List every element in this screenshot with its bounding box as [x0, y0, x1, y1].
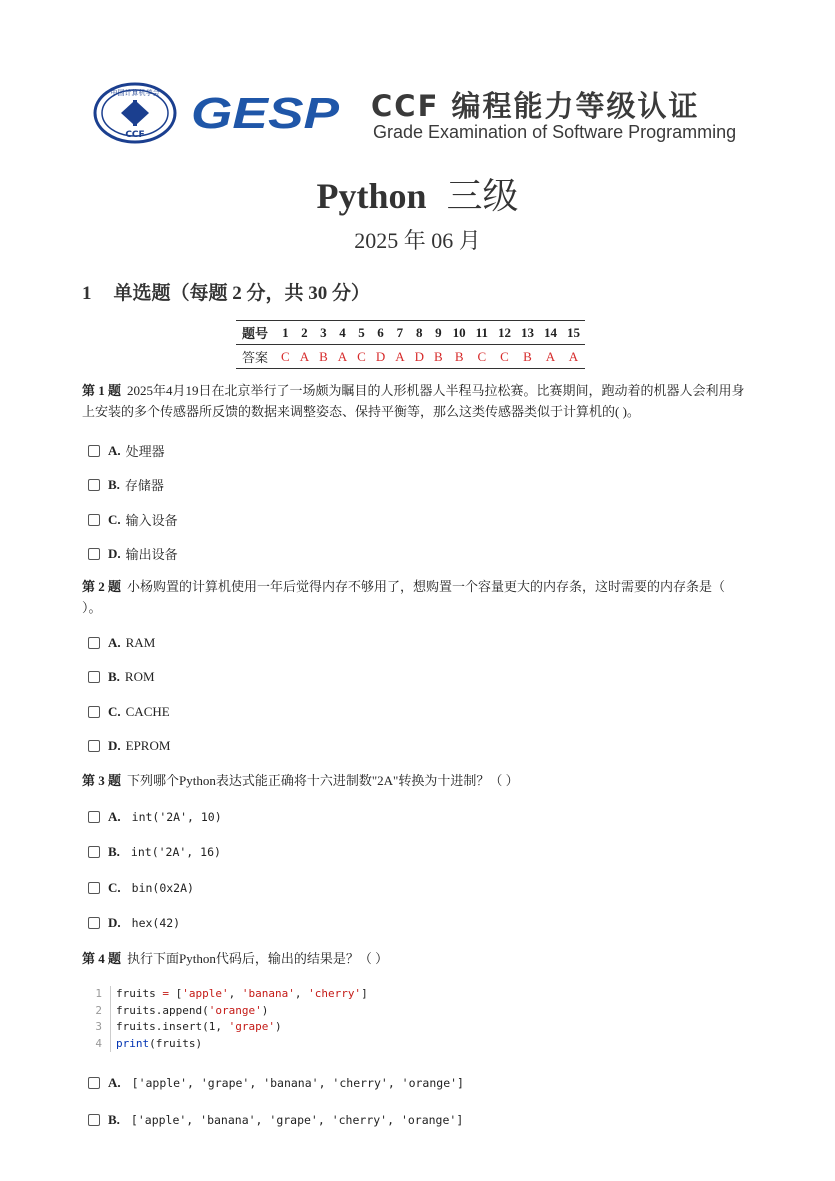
option-label: D.	[108, 738, 121, 753]
option-text: 输出设备	[125, 547, 178, 562]
option-code: bin(0x2A)	[131, 881, 194, 895]
q3-option-b[interactable]	[88, 844, 221, 860]
code-block	[92, 986, 368, 1052]
checkbox[interactable]	[88, 479, 100, 491]
answer-cell: B	[448, 345, 471, 369]
checkbox[interactable]	[88, 514, 100, 526]
option-label: C.	[108, 511, 121, 527]
row-header-label: 题号	[236, 321, 276, 345]
option-code: int('2A', 16)	[130, 845, 221, 859]
option-text: EPROM	[125, 738, 171, 753]
line-number: 4	[92, 1036, 111, 1053]
option-label: A.	[108, 635, 121, 650]
option-label: B.	[108, 476, 120, 492]
question-number-label: 第 4 题	[82, 951, 122, 966]
option-text: 处理器	[125, 444, 165, 459]
option-code: ['apple', 'banana', 'grape', 'cherry', 'orange']	[130, 1113, 464, 1127]
question-number: 15	[562, 321, 585, 345]
q1-option-b[interactable]	[88, 475, 164, 494]
brand-chinese: CCF 编程能力等级认证	[371, 89, 700, 123]
title-language: Python	[316, 176, 427, 216]
question-4	[82, 948, 747, 969]
option-label: A.	[108, 1075, 121, 1090]
answer-cell: C	[352, 345, 371, 369]
seal-text: 中国计算机学会	[110, 89, 160, 97]
question-number-label: 第 1 题	[82, 383, 122, 398]
question-number: 8	[410, 321, 429, 345]
option-code: int('2A', 10)	[131, 810, 222, 824]
answer-table-header-row	[236, 321, 585, 345]
line-number: 2	[92, 1003, 111, 1020]
gesp-logo	[191, 86, 341, 138]
code-line	[92, 986, 368, 1003]
line-number: 3	[92, 1019, 111, 1036]
section-heading	[82, 278, 370, 305]
code-text: fruits.insert(1, 'grape')	[116, 1020, 282, 1033]
option-label: A.	[108, 442, 121, 458]
question-number: 6	[371, 321, 390, 345]
page-title	[0, 168, 835, 219]
checkbox[interactable]	[88, 706, 100, 718]
exam-date: 2025 年 06 月	[354, 228, 481, 253]
q1-option-c[interactable]	[88, 510, 178, 529]
answer-cell: C	[493, 345, 516, 369]
question-number-label: 第 3 题	[82, 773, 122, 788]
question-text: 小杨购置的计算机使用一年后觉得内存不够用了，想购置一个容量更大的内存条，这时需要的内存条是（ ）。	[82, 579, 726, 615]
option-code: ['apple', 'grape', 'banana', 'cherry', 'orange']	[131, 1076, 464, 1090]
answer-cell: D	[410, 345, 429, 369]
option-text: RAM	[125, 635, 156, 650]
q3-option-a[interactable]	[88, 809, 222, 825]
row-answer-label: 答案	[236, 345, 276, 369]
q2-option-d[interactable]	[88, 738, 170, 754]
question-number: 10	[448, 321, 471, 345]
question-number: 4	[333, 321, 352, 345]
option-label: D.	[108, 545, 121, 561]
question-number: 9	[429, 321, 448, 345]
question-number: 14	[539, 321, 562, 345]
code-line	[92, 1019, 368, 1036]
q4-option-a[interactable]	[88, 1075, 464, 1091]
q2-option-c[interactable]	[88, 704, 170, 720]
q2-option-b[interactable]	[88, 669, 155, 685]
brand-english: Grade Examination of Software Programming	[373, 122, 737, 142]
seal-abbr: CCF	[125, 130, 145, 140]
code-text: fruits = ['apple', 'banana', 'cherry']	[116, 987, 368, 1000]
q3-option-d[interactable]	[88, 915, 180, 931]
code-text: print(fruits)	[116, 1036, 203, 1050]
checkbox[interactable]	[88, 548, 100, 560]
gesp-logo-text: GESP	[191, 89, 340, 138]
question-number: 7	[390, 321, 409, 345]
question-number: 3	[314, 321, 333, 345]
answer-cell: C	[471, 345, 493, 369]
question-number: 13	[516, 321, 539, 345]
question-3	[82, 770, 747, 791]
question-number: 12	[493, 321, 516, 345]
question-number-label: 第 2 题	[82, 579, 122, 594]
section-label: 单选题（每题 2 分，共 30 分）	[113, 283, 371, 304]
option-label: B.	[108, 1112, 120, 1127]
option-label: C.	[108, 704, 121, 719]
answer-cell: D	[371, 345, 390, 369]
answer-table	[236, 320, 585, 369]
q4-option-b[interactable]	[88, 1112, 463, 1128]
checkbox[interactable]	[88, 917, 100, 929]
answer-cell: A	[333, 345, 352, 369]
q3-option-c[interactable]	[88, 880, 194, 896]
q1-option-a[interactable]	[88, 441, 165, 460]
answer-cell: A	[539, 345, 562, 369]
checkbox[interactable]	[88, 637, 100, 649]
code-line	[92, 1036, 368, 1053]
checkbox[interactable]	[88, 671, 100, 683]
checkbox[interactable]	[88, 1114, 100, 1126]
checkbox[interactable]	[88, 1077, 100, 1089]
question-text: 2025年4月19日在北京举行了一场颇为瞩目的人形机器人半程马拉松赛。比赛期间，跑动着的机器人会利用身上安装的多个传感器所反馈的数据来调整姿态、保持平衡等，那么这类传感器类似于计算机的( )。	[82, 383, 745, 419]
checkbox[interactable]	[88, 882, 100, 894]
checkbox[interactable]	[88, 445, 100, 457]
option-text: 存储器	[124, 478, 164, 493]
question-number: 2	[295, 321, 314, 345]
question-text: 下列哪个Python表达式能正确将十六进制数"2A"转换为十进制？（ ）	[127, 773, 519, 788]
answer-cell: B	[429, 345, 448, 369]
question-1	[82, 380, 747, 422]
code-text: fruits.append('orange')	[116, 1003, 269, 1017]
option-text: 输入设备	[125, 513, 178, 528]
answer-table-answer-row	[236, 345, 585, 369]
option-code: hex(42)	[131, 916, 181, 930]
answer-cell: A	[390, 345, 409, 369]
question-number: 11	[471, 321, 493, 345]
title-level: 三级	[446, 176, 519, 216]
q2-option-a[interactable]	[88, 635, 155, 651]
option-label: C.	[108, 880, 121, 895]
option-label: B.	[108, 669, 120, 684]
checkbox[interactable]	[88, 846, 100, 858]
ccf-seal-logo	[93, 82, 177, 144]
code-line	[92, 1003, 368, 1020]
question-text: 执行下面Python代码后，输出的结果是？（ ）	[127, 951, 389, 966]
checkbox[interactable]	[88, 811, 100, 823]
checkbox[interactable]	[88, 740, 100, 752]
option-label: B.	[108, 844, 120, 859]
answer-cell: C	[276, 345, 295, 369]
q1-option-d[interactable]	[88, 544, 178, 563]
question-number: 1	[276, 321, 295, 345]
option-label: A.	[108, 809, 121, 824]
question-number: 5	[352, 321, 371, 345]
option-text: CACHE	[125, 704, 170, 719]
answer-cell: B	[516, 345, 539, 369]
question-2	[82, 576, 747, 618]
page-header	[93, 82, 743, 146]
answer-cell: A	[295, 345, 314, 369]
answer-cell: B	[314, 345, 333, 369]
option-label: D.	[108, 915, 121, 930]
answer-cell: A	[562, 345, 585, 369]
line-number: 1	[92, 986, 111, 1003]
option-text: ROM	[124, 669, 155, 684]
section-number: 1	[82, 283, 92, 304]
